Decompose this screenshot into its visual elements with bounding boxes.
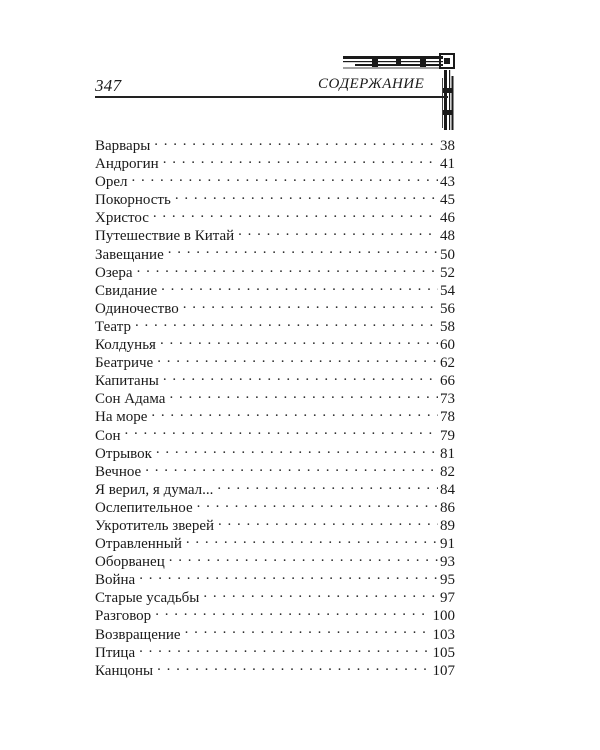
toc-entry — [95, 186, 455, 209]
dot-leader — [137, 259, 438, 277]
toc-entry-title: Христос — [95, 210, 149, 227]
dot-leader — [163, 367, 438, 385]
dot-leader — [125, 422, 438, 440]
toc-entry-page: 52 — [440, 264, 455, 281]
page-header — [0, 0, 600, 130]
toc-entry — [95, 259, 455, 281]
dot-leader — [131, 168, 438, 186]
toc-entry-title: На море — [95, 409, 148, 426]
toc-entry-page: 84 — [440, 481, 455, 498]
toc-entry-page: 95 — [440, 572, 455, 589]
toc-entry-page: 46 — [440, 210, 455, 227]
toc-entry-title: Орел — [95, 174, 128, 191]
toc-entry-page: 78 — [440, 409, 455, 426]
dot-leader — [135, 313, 438, 331]
toc-entry-title: Покорность — [95, 192, 171, 209]
dot-leader — [169, 385, 438, 403]
toc-entry — [95, 313, 455, 335]
toc-entry-page: 82 — [440, 463, 455, 480]
page-number: 347 — [95, 76, 122, 95]
toc-entry — [95, 566, 455, 589]
toc-entry-page: 100 — [432, 608, 455, 625]
toc-entry-page: 43 — [440, 174, 455, 191]
dot-leader — [154, 132, 438, 150]
dot-leader — [217, 476, 438, 494]
toc-entry-page: 73 — [440, 391, 455, 408]
toc-entry — [95, 440, 455, 462]
dot-leader — [153, 204, 438, 222]
toc-entry-page: 97 — [440, 590, 455, 607]
toc-entry-title: Война — [95, 572, 136, 589]
toc-entry-page: 103 — [432, 626, 455, 643]
toc-entry-page: 89 — [440, 517, 455, 534]
toc-entry-title: Колдунья — [95, 337, 156, 354]
dot-leader — [139, 639, 430, 657]
toc-entry-page: 56 — [440, 300, 455, 317]
toc-entry-page: 45 — [440, 192, 455, 209]
toc-entry-page: 54 — [440, 282, 455, 299]
toc-entry-title: Отрывок — [95, 445, 152, 462]
toc-entry-page: 41 — [440, 156, 455, 173]
toc-entry-page: 91 — [440, 536, 455, 553]
dot-leader — [168, 241, 438, 259]
toc-entry-page: 86 — [440, 499, 455, 516]
toc-entry — [95, 132, 455, 154]
toc-entry-page: 107 — [432, 662, 455, 679]
toc-entry-title: Капитаны — [95, 373, 159, 390]
dot-leader — [169, 548, 438, 566]
toc-entry-page: 81 — [440, 445, 455, 462]
toc-entry — [95, 657, 455, 679]
dot-leader — [151, 403, 438, 421]
toc-entry-page: 93 — [440, 554, 455, 571]
toc-entry-title: Беатриче — [95, 355, 154, 372]
toc-entry-title: Одиночество — [95, 300, 179, 317]
toc-entry-title: Разговор — [95, 608, 152, 625]
dot-leader — [156, 440, 438, 458]
toc-entry-title: Отравленный — [95, 536, 182, 553]
toc-entry-title: Завещание — [95, 246, 164, 263]
toc-entry-page: 66 — [440, 373, 455, 390]
header-rule — [95, 96, 448, 98]
toc-entry-title: Сон Адама — [95, 391, 166, 408]
toc-entry-title: Вечное — [95, 463, 142, 480]
running-title: СОДЕРЖАНИЕ — [318, 76, 425, 92]
table-of-contents — [95, 132, 455, 679]
dot-leader — [139, 566, 438, 584]
toc-entry-page: 50 — [440, 246, 455, 263]
toc-entry-title: Я верил, я думал... — [95, 481, 214, 498]
toc-entry-page: 48 — [440, 228, 455, 245]
dot-leader — [183, 295, 438, 313]
toc-entry-title: Варвары — [95, 138, 151, 154]
toc-entry-page: 58 — [440, 318, 455, 335]
toc-entry-title: Путешествие в Китай — [95, 228, 235, 245]
dot-leader — [238, 222, 438, 240]
toc-entry-page: 38 — [440, 138, 455, 154]
dot-leader — [155, 602, 430, 620]
toc-entry-title: Птица — [95, 644, 136, 661]
corner-ornament-icon — [0, 0, 600, 130]
dot-leader — [197, 494, 438, 512]
toc-entry — [95, 168, 455, 191]
toc-entry-title: Старые усадьбы — [95, 590, 200, 607]
toc-entry-title: Укротитель зверей — [95, 517, 215, 534]
dot-leader — [145, 458, 438, 476]
dot-leader — [185, 621, 431, 639]
dot-leader — [175, 186, 438, 204]
dot-leader — [160, 331, 438, 349]
toc-entry-title: Оборванец — [95, 554, 165, 571]
toc-entry-page: 105 — [432, 644, 455, 661]
toc-entry-title: Ослепительное — [95, 499, 193, 516]
dot-leader — [161, 277, 438, 295]
dot-leader — [157, 657, 430, 675]
toc-entry-title: Канцоны — [95, 662, 154, 679]
toc-entry-title: Андрогин — [95, 156, 159, 173]
dot-leader — [203, 584, 438, 602]
toc-entry — [95, 277, 455, 299]
toc-entry-page: 60 — [440, 337, 455, 354]
toc-entry — [95, 422, 455, 444]
toc-entry-page: 62 — [440, 355, 455, 372]
dot-leader — [218, 512, 438, 530]
dot-leader — [163, 150, 438, 168]
toc-entry-title: Озера — [95, 264, 133, 281]
toc-entry — [95, 476, 455, 498]
toc-entry-title: Сон — [95, 427, 121, 444]
dot-leader — [157, 349, 438, 367]
toc-entry-title: Возвращение — [95, 626, 181, 643]
toc-entry-title: Свидание — [95, 282, 158, 299]
dot-leader — [186, 530, 438, 548]
toc-entry — [95, 331, 455, 354]
toc-entry — [95, 458, 455, 480]
toc-entry — [95, 584, 455, 607]
toc-entry — [95, 639, 455, 661]
toc-entry-title: Театр — [95, 318, 131, 335]
toc-entry-page: 79 — [440, 427, 455, 444]
